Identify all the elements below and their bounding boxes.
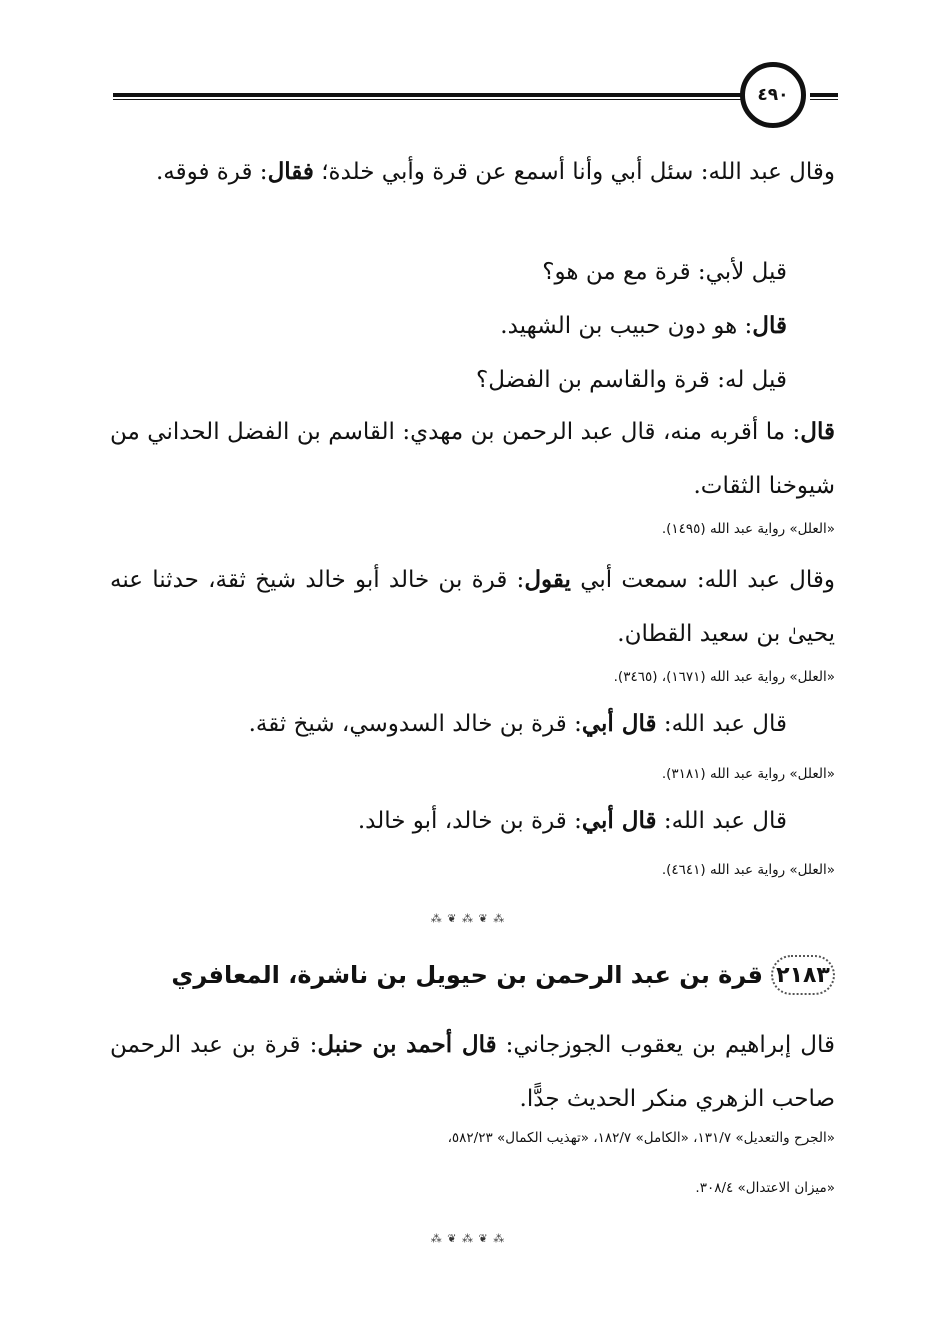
text-run: : قرة فوقه.	[155, 159, 268, 185]
bold-phrase: فقال	[267, 158, 314, 185]
bold-phrase: قال أبي	[581, 807, 657, 834]
text-run: : قرة بن خالد أبو خالد شيخ ثقة، حدثنا عنه يحيىٰ بن سعيد القطان.	[110, 567, 835, 647]
paragraph-7	[110, 697, 835, 751]
text-run: وقال عبد الله: سمعت أبي	[570, 567, 835, 593]
end-ornament: ⁂ ❦ ⁂ ❦ ⁂	[430, 1232, 506, 1245]
text-run: وقال عبد الله: سئل أبي وأنا أسمع عن قرة وأبي خلدة؛	[313, 159, 835, 185]
text-run: : هو دون حبيب بن الشهيد.	[500, 313, 753, 339]
paragraph-4	[110, 353, 835, 407]
header-rule-end	[810, 93, 838, 100]
bold-phrase: قال أحمد بن حنبل	[317, 1031, 497, 1058]
section-ornament: ⁂ ❦ ⁂ ❦ ⁂	[430, 912, 506, 925]
entry-reference-line-1: «الجرح والتعديل» ١٣١/٧، «الكامل» ١٨٢/٧، «تهذيب الكمال» ٥٨٢/٢٣،	[447, 1130, 835, 1146]
text-run: : قرة بن خالد السدوسي، شيخ ثقة.	[248, 711, 582, 737]
paragraph-8	[110, 794, 835, 848]
text-run: : قرة بن خالد، أبو خالد.	[357, 808, 582, 834]
reference-4: «العلل» رواية عبد الله (٤٦٤١).	[661, 862, 835, 878]
text-run: قال عبد الله:	[656, 711, 787, 737]
entry-title: قرة بن عبد الرحمن بن حيويل بن ناشرة، المعافري	[171, 961, 763, 989]
page-number: ٤٩٠	[757, 85, 789, 105]
page-number-badge	[740, 62, 806, 128]
text-run: قيل لأبي: قرة مع من هو؟	[542, 259, 787, 285]
paragraph-2	[110, 245, 835, 299]
bold-phrase: قال	[800, 418, 835, 445]
paragraph-6	[110, 553, 835, 661]
entry-paragraph	[110, 1018, 835, 1126]
text-run: قال إبراهيم بن يعقوب الجوزجاني:	[496, 1032, 836, 1058]
bold-phrase: يقول	[524, 566, 571, 593]
entry-reference-line-2: «ميزان الاعتدال» ٣٠٨/٤.	[695, 1180, 835, 1196]
text-run: قيل له: قرة والقاسم بن الفضل؟	[476, 367, 787, 393]
bold-phrase: قال	[752, 312, 787, 339]
paragraph-3	[110, 299, 835, 353]
text-run: : قرة بن عبد الرحمن صاحب الزهري منكر الحديث جدًّا.	[110, 1032, 835, 1112]
paragraph-5	[110, 405, 835, 513]
entry-heading	[110, 955, 835, 995]
header-rule	[113, 93, 751, 100]
text-run: : ما أقربه منه، قال عبد الرحمن بن مهدي: القاسم بن الفضل الحداني من شيوخنا الثقات.	[110, 419, 835, 499]
reference-2: «العلل» رواية عبد الله (١٦٧١)، (٣٤٦٥).	[613, 669, 835, 685]
entry-number: ٢١٨٣	[771, 955, 835, 995]
paragraph-1	[110, 145, 835, 199]
reference-3: «العلل» رواية عبد الله (٣١٨١).	[661, 766, 835, 782]
reference-1: «العلل» رواية عبد الله (١٤٩٥).	[661, 521, 835, 537]
text-run: قال عبد الله:	[656, 808, 787, 834]
bold-phrase: قال أبي	[581, 710, 657, 737]
